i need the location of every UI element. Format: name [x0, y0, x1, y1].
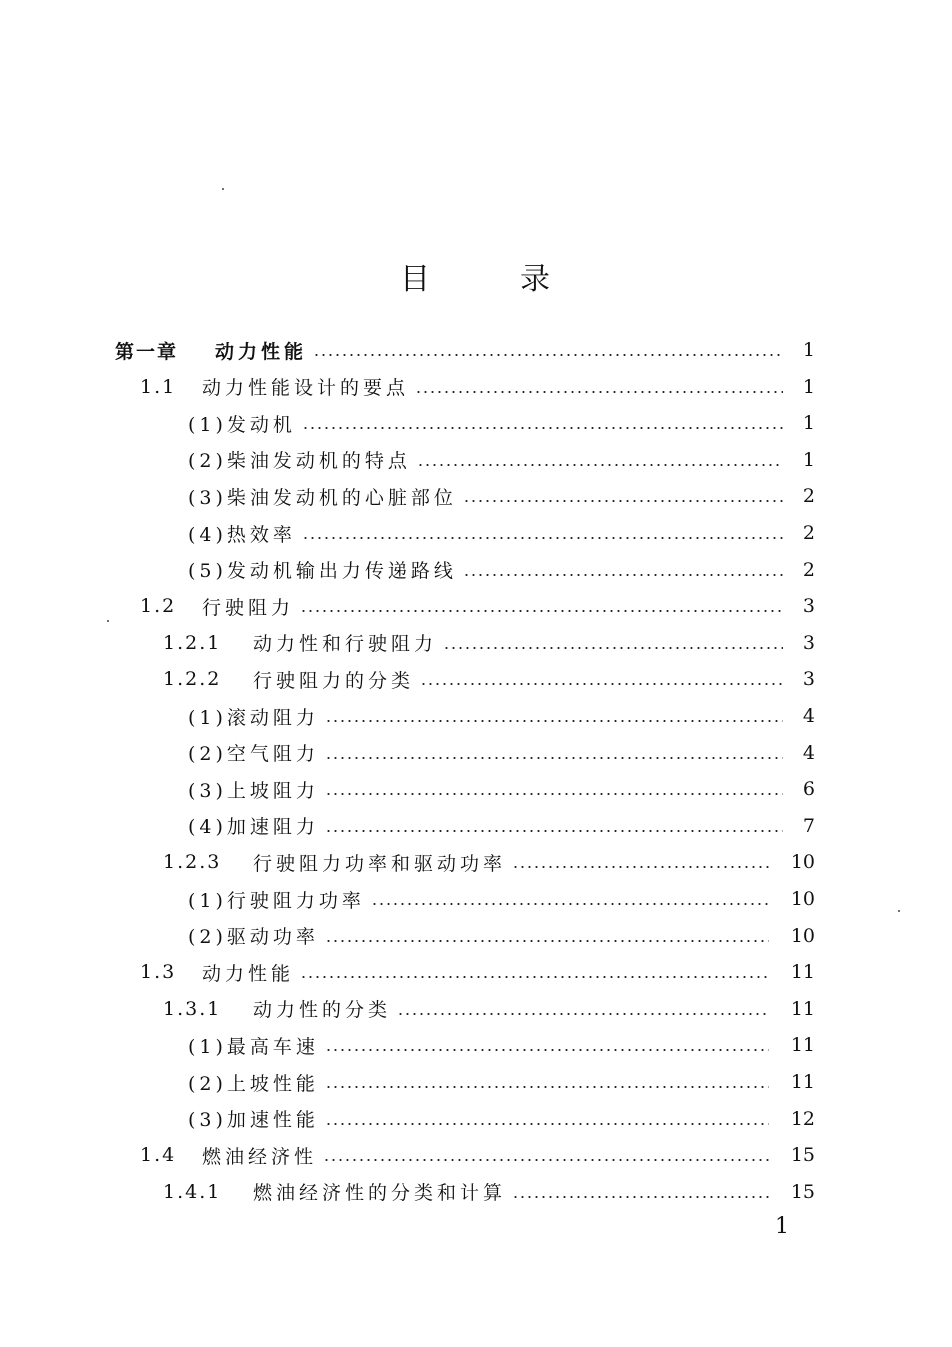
title-char-1: 目	[400, 262, 432, 297]
toc-label: 动力性能	[215, 340, 308, 363]
toc-row[interactable]	[163, 1174, 815, 1210]
toc-page-number: 1	[802, 448, 815, 471]
toc-row[interactable]	[115, 332, 815, 368]
dot-leader	[302, 537, 783, 539]
toc-row[interactable]	[163, 661, 815, 697]
toc-page-number: 11	[790, 997, 815, 1020]
toc-page-number: 3	[802, 668, 815, 691]
toc-label: (2)柴油发动机的特点	[188, 450, 411, 473]
toc-page-number: 6	[802, 778, 815, 801]
toc-row[interactable]	[163, 844, 815, 880]
dot-leader	[325, 757, 783, 759]
dot-leader	[417, 464, 783, 466]
toc-label: 行驶阻力功率和驱动功率	[253, 852, 507, 875]
toc-page-number: 3	[802, 595, 815, 618]
toc-row[interactable]	[140, 369, 815, 405]
toc-label: 燃油经济性	[202, 1145, 318, 1168]
title-char-2: 录	[520, 262, 552, 297]
dot-leader	[325, 940, 769, 942]
dot-leader	[512, 866, 769, 868]
dot-leader	[463, 574, 783, 576]
toc-label: 动力性能	[202, 962, 295, 985]
toc-number: 1.2.1	[163, 631, 222, 654]
toc-page-number: 10	[790, 924, 815, 947]
toc-row[interactable]	[140, 1137, 815, 1173]
dot-leader	[302, 427, 783, 429]
toc-number: 1.4	[140, 1144, 177, 1167]
scan-speck	[898, 910, 900, 912]
toc-page-number: 15	[790, 1180, 815, 1203]
toc-row[interactable]	[188, 771, 815, 807]
scan-speck	[222, 188, 224, 190]
toc-row[interactable]	[188, 918, 815, 954]
toc-row[interactable]	[188, 405, 815, 441]
toc-row[interactable]	[188, 478, 815, 514]
toc-label: (3)柴油发动机的心脏部位	[188, 486, 457, 509]
toc-label: (4)热效率	[188, 523, 296, 546]
toc-number: 1.1	[140, 375, 177, 398]
toc-page-number: 11	[790, 1071, 815, 1093]
toc-label: (3)上坡阻力	[188, 779, 319, 802]
toc-number: 1.2	[140, 595, 177, 618]
toc-row[interactable]	[188, 442, 815, 478]
dot-leader	[415, 391, 783, 393]
toc-row[interactable]	[163, 625, 815, 661]
dot-leader	[325, 1049, 769, 1051]
toc-label: (1)最高车速	[188, 1035, 319, 1058]
toc-label: (2)上坡性能	[188, 1072, 319, 1095]
toc-label: (4)加速阻力	[188, 816, 319, 839]
dot-leader	[463, 500, 783, 502]
toc-row[interactable]	[188, 808, 815, 844]
toc-label: (2)空气阻力	[188, 743, 319, 766]
toc-page-number: 7	[802, 814, 815, 837]
dot-leader	[325, 1086, 769, 1088]
dot-leader	[443, 647, 783, 649]
toc-row[interactable]	[163, 991, 815, 1027]
toc-number: 第一章	[115, 340, 179, 363]
toc-label: 动力性能设计的要点	[202, 377, 410, 400]
dot-leader	[420, 683, 783, 685]
toc-page-number: 4	[802, 741, 815, 764]
toc-label: (2)驱动功率	[188, 926, 319, 949]
toc-page-number: 3	[802, 631, 815, 654]
toc-page-number: 11	[790, 1034, 815, 1057]
toc-page-number: 11	[790, 961, 815, 984]
dot-leader	[325, 793, 783, 795]
toc-row[interactable]	[140, 588, 815, 624]
toc-number: 1.2.3	[163, 851, 222, 874]
toc-page-number: 1	[802, 375, 815, 398]
dot-leader	[313, 354, 783, 356]
footer-page-number: 1	[775, 1214, 789, 1239]
toc-label: 动力性和行驶阻力	[253, 633, 438, 656]
toc-row[interactable]	[188, 1064, 815, 1100]
toc-page-number: 2	[802, 522, 815, 544]
toc-row[interactable]	[188, 735, 815, 771]
toc-row[interactable]	[188, 1101, 815, 1137]
toc-number: 1.3	[140, 961, 177, 984]
toc-row[interactable]	[188, 515, 815, 551]
toc-page-number: 15	[790, 1144, 815, 1167]
scan-speck	[107, 620, 109, 622]
toc-label: 行驶阻力	[202, 596, 295, 619]
dot-leader	[325, 720, 783, 722]
toc-label: 行驶阻力的分类	[253, 669, 415, 692]
dot-leader	[325, 1123, 769, 1125]
toc-number: 1.2.2	[163, 668, 222, 691]
toc-number: 1.4.1	[163, 1180, 222, 1203]
dot-leader	[397, 1013, 769, 1015]
toc-page-number: 10	[790, 888, 815, 910]
toc-page-number: 1	[802, 339, 815, 361]
toc-number: 1.3.1	[163, 997, 222, 1020]
dot-leader	[300, 976, 769, 978]
dot-leader	[371, 903, 769, 905]
toc-page-number: 10	[790, 851, 815, 874]
toc-page-number: 2	[802, 485, 815, 508]
toc-row[interactable]	[188, 698, 815, 734]
toc-label: (5)发动机输出力传递路线	[188, 560, 457, 583]
toc-row[interactable]	[188, 881, 815, 917]
toc-label: 燃油经济性的分类和计算	[253, 1182, 507, 1205]
dot-leader	[512, 1196, 769, 1198]
dot-leader	[323, 1159, 769, 1161]
dot-leader	[325, 830, 783, 832]
toc-label: (1)行驶阻力功率	[188, 889, 365, 912]
toc-page-number: 2	[802, 558, 815, 581]
toc-label: (3)加速性能	[188, 1109, 319, 1132]
page-title	[0, 254, 952, 298]
toc-page-number: 12	[790, 1107, 815, 1130]
toc-page-number: 1	[802, 412, 815, 435]
dot-leader	[300, 610, 783, 612]
toc-page-number: 4	[802, 705, 815, 727]
toc-label: 动力性的分类	[253, 999, 392, 1022]
toc-label: (1)发动机	[188, 413, 296, 436]
toc-row[interactable]	[188, 552, 815, 588]
toc-row[interactable]	[140, 954, 815, 990]
toc-label: (1)滚动阻力	[188, 706, 319, 729]
toc-row[interactable]	[188, 1027, 815, 1063]
